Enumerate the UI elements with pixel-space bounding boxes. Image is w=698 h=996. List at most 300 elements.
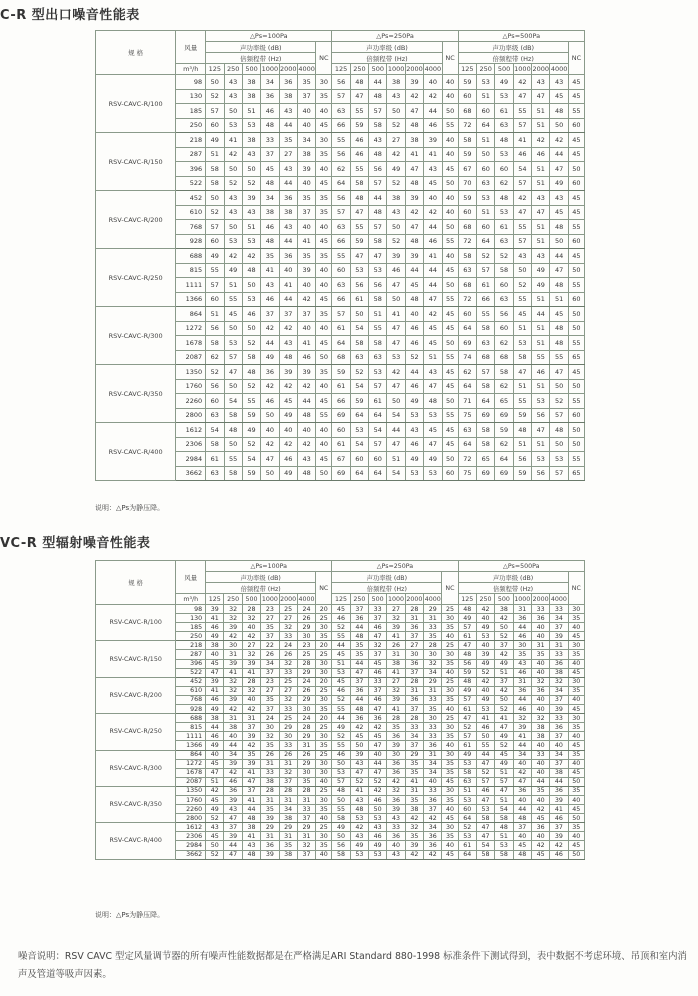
cell-value: 60: [568, 292, 584, 307]
freq-header: 250: [476, 594, 494, 605]
nc-header: NC: [568, 572, 584, 605]
cell-value: 46: [369, 695, 387, 704]
cell-value: 33: [424, 623, 442, 632]
cell-value: 34: [279, 805, 297, 814]
cell-value: 45: [442, 379, 458, 394]
cell-value: 38: [279, 850, 297, 859]
cell-value: 57: [369, 104, 387, 119]
cell-value: 57: [332, 307, 350, 322]
cell-value: 45: [568, 191, 584, 206]
cell-value: 40: [405, 307, 423, 322]
cell-value: 37: [513, 823, 531, 832]
cell-value: 51: [532, 321, 550, 336]
cell-value: 53: [224, 336, 242, 351]
cell-value: 51: [495, 795, 513, 804]
cell-value: 43: [279, 336, 297, 351]
cell-value: 51: [242, 104, 260, 119]
cell-value: 58: [476, 814, 494, 823]
cell-value: 60: [369, 452, 387, 467]
cell-value: 52: [206, 89, 224, 104]
cell-value: 47: [476, 823, 494, 832]
cell-value: 48: [550, 336, 568, 351]
pressure-header: △Ps=100Pa: [206, 561, 332, 572]
band-header: 倍频程带 (Hz): [206, 583, 316, 594]
cell-value: 37: [369, 650, 387, 659]
cell-value: 40: [316, 321, 332, 336]
cell-value: 45: [316, 336, 332, 351]
cell-value: 41: [495, 714, 513, 723]
cell-value: 42: [513, 768, 531, 777]
cell-value: 27: [387, 677, 405, 686]
cell-value: 48: [350, 75, 368, 90]
cell-value: 34: [550, 686, 568, 695]
nc-header: NC: [316, 572, 332, 605]
freq-header: 500: [369, 64, 387, 75]
cell-value: 59: [513, 408, 531, 423]
cell-value: 25: [279, 677, 297, 686]
cell-value: 40: [476, 614, 494, 623]
cell-value: 42: [350, 723, 368, 732]
cell-value: 57: [458, 695, 476, 704]
cell-value: 35: [316, 805, 332, 814]
cell-value: 45: [206, 832, 224, 841]
cell-value: 52: [495, 741, 513, 750]
cell-value: 51: [242, 220, 260, 235]
flow-header: 风量: [176, 561, 206, 594]
cell-value: 51: [495, 668, 513, 677]
cell-value: 46: [206, 695, 224, 704]
cell-value: 52: [350, 365, 368, 380]
cell-value: 68: [458, 278, 476, 293]
cell-value: 46: [242, 307, 260, 322]
cell-value: 60: [568, 118, 584, 133]
cell-value: 35: [442, 768, 458, 777]
band-header: 倍频程带 (Hz): [206, 53, 316, 64]
cell-value: 53: [387, 350, 405, 365]
cell-value: 51: [206, 147, 224, 162]
cell-value: 35: [316, 307, 332, 322]
cell-value: 50: [442, 278, 458, 293]
cell-value: 42: [476, 677, 494, 686]
cell-value: 46: [350, 133, 368, 148]
cell-value: 41: [242, 668, 260, 677]
cell-value: 45: [568, 668, 584, 677]
cell-value: 72: [458, 234, 476, 249]
flow-value: 130: [176, 89, 206, 104]
model-label: RSV-CAVC-R/350: [96, 365, 176, 423]
cell-value: 27: [387, 605, 405, 614]
cell-value: 58: [477, 437, 495, 452]
cell-value: 52: [513, 278, 531, 293]
cell-value: 33: [424, 732, 442, 741]
cell-value: 44: [550, 147, 568, 162]
cell-value: 49: [332, 823, 350, 832]
cell-value: 55: [442, 292, 458, 307]
cell-value: 40: [513, 795, 531, 804]
cell-value: 42: [369, 786, 387, 795]
cell-value: 26: [297, 614, 315, 623]
flow-value: 928: [176, 234, 206, 249]
cell-value: 61: [477, 278, 495, 293]
cell-value: 60: [458, 307, 476, 322]
cell-value: 61: [495, 104, 513, 119]
cell-value: 68: [458, 104, 476, 119]
cell-value: 51: [495, 832, 513, 841]
cell-value: 45: [369, 659, 387, 668]
nc-header: NC: [316, 42, 332, 75]
cell-value: 48: [458, 650, 476, 659]
cell-value: 33: [405, 723, 423, 732]
cell-value: 49: [332, 723, 350, 732]
cell-value: 40: [476, 641, 494, 650]
cell-value: 58: [369, 336, 387, 351]
cell-value: 65: [477, 452, 495, 467]
flow-value: 2306: [176, 437, 206, 452]
cell-value: 45: [316, 394, 332, 409]
cell-value: 40: [297, 118, 315, 133]
cell-value: 48: [495, 191, 513, 206]
cell-value: 41: [350, 786, 368, 795]
cell-value: 31: [242, 714, 260, 723]
power-header: 声功率级 (dB): [458, 42, 568, 53]
cell-value: 48: [495, 133, 513, 148]
cell-value: 63: [477, 336, 495, 351]
cell-value: 47: [206, 668, 224, 677]
cell-value: 42: [387, 365, 405, 380]
cell-value: 40: [297, 278, 315, 293]
cell-value: 50: [568, 777, 584, 786]
cell-value: 53: [332, 768, 350, 777]
cell-value: 39: [387, 805, 405, 814]
cell-value: 47: [350, 89, 368, 104]
cell-value: 35: [297, 75, 315, 90]
cell-value: 47: [405, 162, 423, 177]
cell-value: 54: [224, 394, 242, 409]
outlet-noise-table: [95, 30, 585, 481]
model-label: RSV-CAVC-R/200: [96, 191, 176, 249]
cell-value: 50: [261, 408, 279, 423]
cell-value: 32: [224, 677, 242, 686]
cell-value: 49: [458, 686, 476, 695]
cell-value: 31: [279, 832, 297, 841]
cell-value: 62: [332, 162, 350, 177]
cell-value: 48: [242, 263, 260, 278]
cell-value: 50: [316, 466, 332, 481]
cell-value: 25: [316, 650, 332, 659]
cell-value: 39: [206, 605, 224, 614]
cell-value: 50: [350, 307, 368, 322]
cell-value: 40: [279, 423, 297, 438]
cell-value: 35: [442, 623, 458, 632]
cell-value: 48: [550, 104, 568, 119]
model-label: RSV-CAVC-R/300: [96, 750, 176, 786]
flow-value: 522: [176, 668, 206, 677]
cell-value: 60: [332, 423, 350, 438]
cell-value: 49: [476, 623, 494, 632]
cell-value: 40: [442, 805, 458, 814]
cell-value: 42: [424, 850, 442, 859]
flow-value: 815: [176, 263, 206, 278]
freq-header: 1000: [261, 595, 278, 603]
cell-value: 55: [316, 408, 332, 423]
cell-value: 60: [495, 162, 513, 177]
cell-value: 30: [297, 705, 315, 714]
cell-value: 58: [458, 133, 476, 148]
cell-value: 40: [316, 104, 332, 119]
cell-value: 31: [513, 677, 531, 686]
cell-value: 37: [261, 632, 279, 641]
cell-value: 36: [531, 614, 549, 623]
cell-value: 47: [387, 278, 405, 293]
cell-value: 25: [279, 714, 297, 723]
cell-value: 35: [350, 641, 368, 650]
cell-value: 39: [550, 705, 568, 714]
cell-value: 50: [261, 466, 279, 481]
cell-value: 48: [513, 423, 531, 438]
cell-value: 36: [531, 823, 549, 832]
cell-value: 30: [568, 714, 584, 723]
cell-value: 31: [279, 759, 297, 768]
cell-value: 41: [242, 795, 260, 804]
cell-value: 29: [261, 823, 279, 832]
cell-value: 50: [476, 732, 494, 741]
band-header: 倍频程带 (Hz): [332, 583, 442, 594]
spec-header: 规 格: [96, 31, 176, 75]
cell-value: 40: [568, 832, 584, 841]
cell-value: 35: [261, 249, 279, 264]
cell-value: 43: [350, 759, 368, 768]
cell-value: 53: [495, 147, 513, 162]
cell-value: 49: [387, 162, 405, 177]
cell-value: 35: [405, 768, 423, 777]
cell-value: 42: [424, 814, 442, 823]
cell-value: 58: [332, 814, 350, 823]
cell-value: 55: [513, 104, 531, 119]
cell-value: 30: [513, 641, 531, 650]
cell-value: 30: [424, 714, 442, 723]
cell-value: 42: [350, 823, 368, 832]
band-header: 倍频程带 (Hz): [458, 53, 568, 64]
cell-value: 38: [531, 723, 549, 732]
cell-value: 36: [369, 714, 387, 723]
cell-value: 24: [297, 677, 315, 686]
cell-value: 46: [369, 795, 387, 804]
cell-value: 30: [568, 605, 584, 614]
cell-value: 40: [424, 777, 442, 786]
cell-value: 47: [513, 205, 531, 220]
cell-value: 42: [550, 841, 568, 850]
cell-value: 30: [316, 795, 332, 804]
cell-value: 40: [442, 632, 458, 641]
cell-value: 46: [369, 668, 387, 677]
cell-value: 37: [405, 741, 423, 750]
cell-value: 57: [513, 118, 531, 133]
cell-value: 25: [279, 605, 297, 614]
cell-value: 74: [458, 350, 476, 365]
cell-value: 32: [387, 614, 405, 623]
cell-value: 33: [279, 741, 297, 750]
cell-value: 31: [297, 832, 315, 841]
cell-value: 53: [495, 89, 513, 104]
cell-value: 29: [279, 823, 297, 832]
cell-value: 57: [332, 777, 350, 786]
cell-value: 33: [369, 605, 387, 614]
cell-value: 44: [224, 841, 242, 850]
cell-value: 41: [387, 668, 405, 677]
cell-value: 34: [550, 614, 568, 623]
cell-value: 55: [513, 220, 531, 235]
cell-value: 33: [424, 695, 442, 704]
cell-value: 45: [513, 841, 531, 850]
cell-value: 45: [316, 292, 332, 307]
cell-value: 56: [332, 841, 350, 850]
cell-value: 42: [261, 321, 279, 336]
cell-value: 43: [206, 823, 224, 832]
cell-value: 24: [261, 714, 279, 723]
cell-value: 22: [261, 641, 279, 650]
cell-value: 55: [332, 805, 350, 814]
cell-value: 46: [206, 732, 224, 741]
cell-value: 50: [568, 263, 584, 278]
cell-value: 40: [442, 89, 458, 104]
cell-value: 49: [206, 249, 224, 264]
cell-value: 58: [476, 850, 494, 859]
cell-value: 40: [513, 759, 531, 768]
cell-value: 38: [531, 732, 549, 741]
cell-value: 44: [369, 75, 387, 90]
cell-value: 69: [495, 466, 513, 481]
cell-value: 49: [206, 805, 224, 814]
cell-value: 44: [513, 805, 531, 814]
cell-value: 36: [387, 759, 405, 768]
cell-value: 55: [568, 452, 584, 467]
cell-value: 35: [513, 650, 531, 659]
cell-value: 50: [206, 191, 224, 206]
cell-value: 50: [550, 234, 568, 249]
flow-value: 928: [176, 705, 206, 714]
cell-value: 64: [458, 850, 476, 859]
cell-value: 49: [495, 659, 513, 668]
cell-value: 56: [206, 379, 224, 394]
cell-value: 40: [297, 104, 315, 119]
cell-value: 43: [350, 795, 368, 804]
flow-value: 130: [176, 614, 206, 623]
cell-value: 54: [369, 423, 387, 438]
cell-value: 51: [332, 659, 350, 668]
cell-value: 50: [442, 336, 458, 351]
cell-value: 33: [279, 668, 297, 677]
cell-value: 38: [242, 89, 260, 104]
cell-value: 32: [261, 732, 279, 741]
cell-value: 61: [458, 705, 476, 714]
cell-value: 58: [206, 162, 224, 177]
cell-value: 29: [424, 605, 442, 614]
pressure-header: △Ps=250Pa: [332, 31, 458, 42]
cell-value: 45: [568, 705, 584, 714]
cell-value: 41: [476, 714, 494, 723]
cell-value: 57: [476, 777, 494, 786]
flow-value: 1612: [176, 423, 206, 438]
cell-value: 54: [513, 162, 531, 177]
cell-value: 50: [568, 437, 584, 452]
freq-header: 4000: [550, 595, 567, 603]
cell-value: 47: [350, 768, 368, 777]
cell-value: 63: [458, 423, 476, 438]
cell-value: 25: [316, 823, 332, 832]
cell-value: 55: [568, 336, 584, 351]
cell-value: 40: [568, 732, 584, 741]
table-row: [96, 823, 585, 832]
cell-value: 45: [206, 759, 224, 768]
freq-header: 125: [332, 594, 350, 605]
flow-value: 2087: [176, 350, 206, 365]
cell-value: 41: [405, 777, 423, 786]
cell-value: 39: [206, 677, 224, 686]
cell-value: 51: [532, 292, 550, 307]
cell-value: 75: [458, 466, 476, 481]
flow-value: 1366: [176, 741, 206, 750]
cell-value: 50: [442, 176, 458, 191]
cell-value: 48: [513, 850, 531, 859]
cell-value: 41: [387, 705, 405, 714]
cell-value: 40: [531, 832, 549, 841]
cell-value: 61: [495, 220, 513, 235]
cell-value: 35: [316, 191, 332, 206]
cell-value: 31: [405, 686, 423, 695]
cell-value: 66: [477, 292, 495, 307]
cell-value: 45: [513, 307, 531, 322]
cell-value: 70: [458, 176, 476, 191]
cell-value: 50: [568, 423, 584, 438]
cell-value: 60: [568, 408, 584, 423]
cell-value: 45: [568, 365, 584, 380]
cell-value: 45: [442, 321, 458, 336]
cell-value: 40: [550, 741, 568, 750]
cell-value: 35: [279, 841, 297, 850]
flow-value: 218: [176, 133, 206, 148]
cell-value: 54: [350, 437, 368, 452]
cell-value: 40: [531, 741, 549, 750]
cell-value: 50: [550, 379, 568, 394]
cell-value: 27: [405, 641, 423, 650]
nc-header: NC: [568, 42, 584, 75]
cell-value: 36: [350, 714, 368, 723]
cell-value: 31: [424, 750, 442, 759]
cell-value: 46: [424, 118, 442, 133]
cell-value: 43: [224, 89, 242, 104]
flow-value: 768: [176, 220, 206, 235]
cell-value: 29: [297, 695, 315, 704]
model-label: RSV-CAVC-R/200: [96, 677, 176, 713]
model-label: RSV-CAVC-R/400: [96, 823, 176, 859]
cell-value: 55: [332, 249, 350, 264]
cell-value: 36: [550, 723, 568, 732]
cell-value: 61: [332, 437, 350, 452]
cell-value: 31: [513, 605, 531, 614]
cell-value: 62: [495, 336, 513, 351]
cell-value: 60: [568, 176, 584, 191]
cell-value: 43: [279, 162, 297, 177]
cell-value: 27: [261, 614, 279, 623]
cell-value: 27: [242, 641, 260, 650]
cell-value: 64: [458, 321, 476, 336]
cell-value: 47: [550, 263, 568, 278]
cell-value: 28: [279, 786, 297, 795]
cell-value: 40: [316, 777, 332, 786]
cell-value: 52: [206, 205, 224, 220]
cell-value: 44: [279, 234, 297, 249]
cell-value: 40: [442, 668, 458, 677]
